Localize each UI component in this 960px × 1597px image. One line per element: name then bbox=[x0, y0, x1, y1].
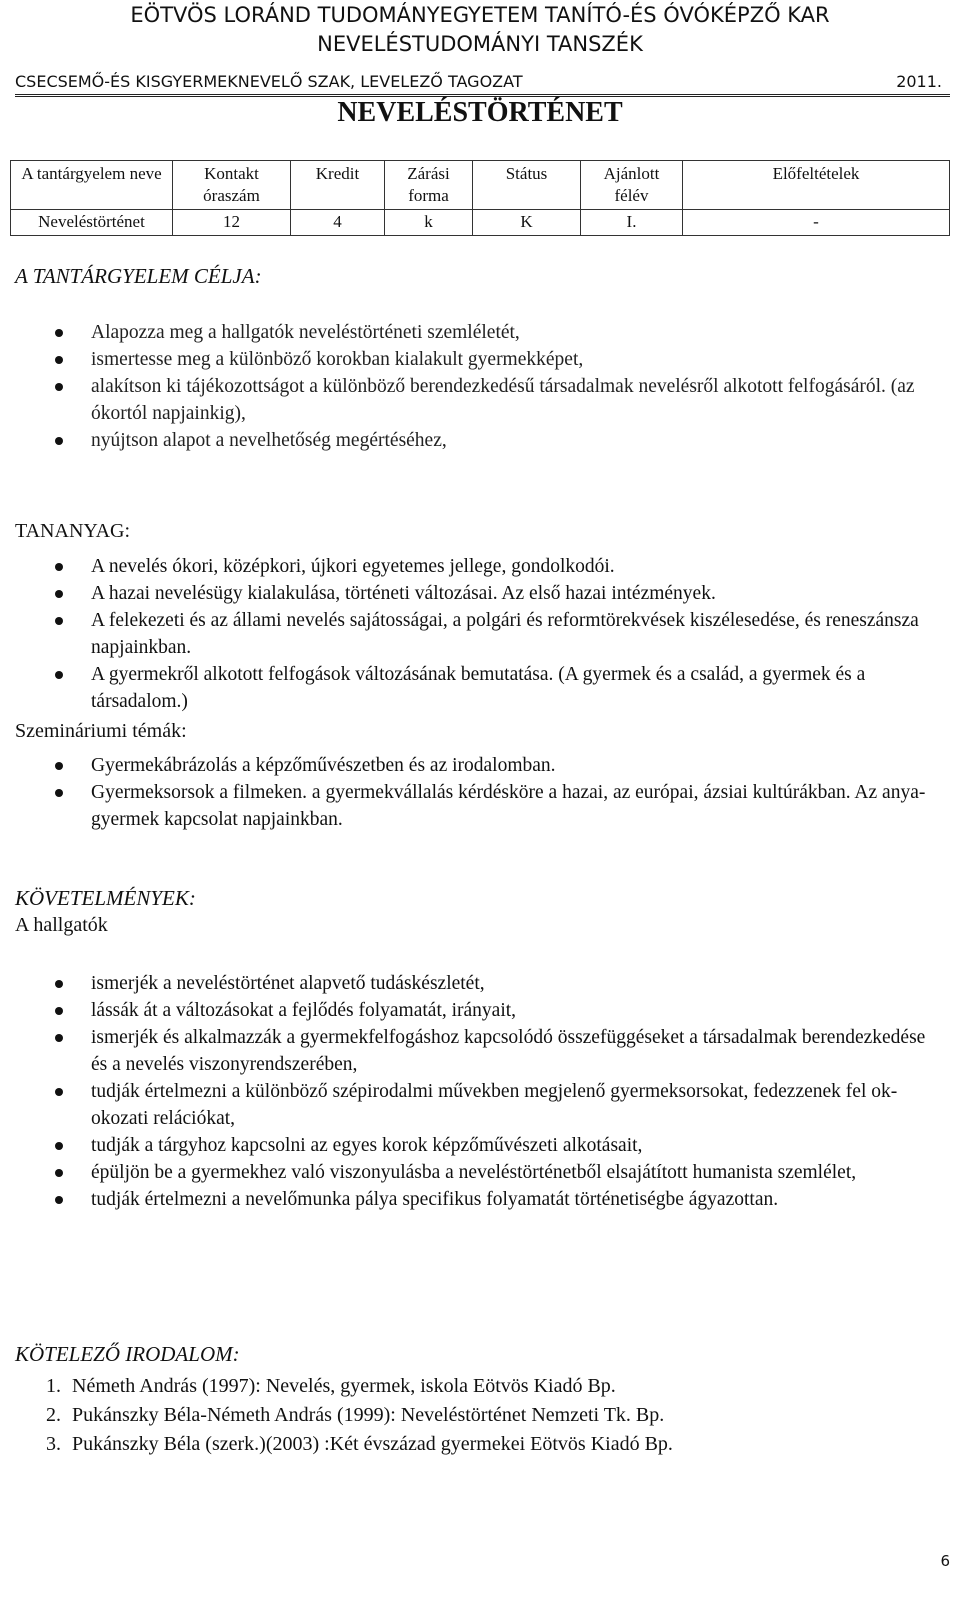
bullet-icon bbox=[55, 356, 63, 364]
table-header-row bbox=[11, 161, 950, 210]
table-header-cell: Kredit bbox=[291, 161, 385, 210]
bullet-icon bbox=[55, 980, 63, 988]
table-cell: 12 bbox=[173, 210, 291, 236]
list-item bbox=[0, 346, 960, 373]
bullet-icon bbox=[55, 789, 63, 797]
list-item-text: A felekezeti és az állami nevelés sajátosságai, a polgári és reformtörekvések kiszélesedése, és reneszánsza napjainkban. bbox=[91, 610, 919, 658]
list-item bbox=[0, 1132, 960, 1159]
table-header-cell: Előfeltételek bbox=[683, 161, 950, 210]
curriculum-list bbox=[0, 553, 960, 715]
table-header-cell: Zárási forma bbox=[385, 161, 473, 210]
list-item-text: ismertesse meg a különböző korokban kialakult gyermekképet, bbox=[91, 349, 584, 370]
list-item bbox=[0, 661, 960, 715]
goal-list bbox=[0, 319, 960, 454]
list-item-text: Alapozza meg a hallgatók neveléstörténeti szemléletét, bbox=[91, 322, 520, 343]
list-item bbox=[0, 997, 960, 1024]
seminar-list bbox=[0, 752, 960, 833]
list-item-text: tudják értelmezni a nevelőmunka pálya specifikus folyamatát történetiségbe ágyazottan. bbox=[91, 1189, 779, 1210]
requirements-heading: KÖVETELMÉNYEK: bbox=[15, 886, 196, 910]
table-cell: K bbox=[473, 210, 581, 236]
header-program: CSECSEMŐ-ÉS KISGYERMEKNEVELŐ SZAK, LEVELEZŐ TAGOZAT bbox=[15, 72, 523, 91]
requirements-intro: A hallgatók bbox=[15, 914, 108, 936]
bullet-icon bbox=[55, 383, 63, 391]
list-item-text: ismerjék a neveléstörténet alapvető tudáskészletét, bbox=[91, 973, 485, 994]
list-item-text: alakítson ki tájékozottságot a különböző berendezkedésű társadalmak nevelésről alkotott felfogásáról. (az ókortól napjainkig), bbox=[91, 376, 915, 424]
list-item bbox=[0, 1401, 960, 1430]
list-item-text: A hazai nevelésügy kialakulása, történeti változásai. Az első hazai intézmények. bbox=[91, 583, 716, 604]
table-header-cell: Kontakt óraszám bbox=[173, 161, 291, 210]
curriculum-heading: TANANYAG: bbox=[15, 520, 131, 542]
goal-heading: A TANTÁRGYELEM CÉLJA: bbox=[15, 264, 262, 288]
literature-heading: KÖTELEZŐ IRODALOM: bbox=[15, 1342, 240, 1366]
bullet-icon bbox=[55, 1169, 63, 1177]
requirements-list bbox=[0, 970, 960, 1213]
header-department: NEVELÉSTUDOMÁNYI TANSZÉK bbox=[317, 32, 643, 56]
list-item-text: tudják a tárgyhoz kapcsolni az egyes korok képzőművészeti alkotásait, bbox=[91, 1135, 643, 1156]
list-item-text: Gyermekábrázolás a képzőművészetben és az irodalomban. bbox=[91, 755, 556, 776]
table-header-cell: Státus bbox=[473, 161, 581, 210]
list-item bbox=[0, 970, 960, 997]
table-header-cell: Ajánlott félév bbox=[581, 161, 683, 210]
list-item bbox=[0, 752, 960, 779]
list-number: 2. bbox=[46, 1404, 61, 1426]
page-title: NEVELÉSTÖRTÉNET bbox=[337, 97, 623, 128]
bullet-icon bbox=[55, 1142, 63, 1150]
page-number: 6 bbox=[940, 1552, 950, 1570]
list-item bbox=[0, 427, 960, 454]
bullet-icon bbox=[55, 671, 63, 679]
bullet-icon bbox=[55, 590, 63, 598]
list-item bbox=[0, 1078, 960, 1132]
table-cell: 4 bbox=[291, 210, 385, 236]
table-cell: I. bbox=[581, 210, 683, 236]
table-header-cell: A tantárgyelem neve bbox=[11, 161, 173, 210]
list-item-text: ismerjék és alkalmazzák a gyermekfelfogáshoz kapcsolódó összefüggéseket a társadalmak berendezkedése és a nevelés viszonyrendszerében, bbox=[91, 1027, 926, 1075]
list-item-text: Pukánszky Béla (szerk.)(2003) :Két évszázad gyermekei Eötvös Kiadó Bp. bbox=[72, 1433, 673, 1455]
list-item bbox=[0, 1372, 960, 1401]
list-item bbox=[0, 779, 960, 833]
list-item bbox=[0, 1159, 960, 1186]
list-item-text: nyújtson alapot a nevelhetőség megértéséhez, bbox=[91, 430, 447, 451]
list-item bbox=[0, 580, 960, 607]
table-cell: k bbox=[385, 210, 473, 236]
list-item-text: A gyermekről alkotott felfogások változásának bemutatása. (A gyermek és a család, a gyermek és a társadalom.) bbox=[91, 664, 866, 712]
seminar-heading: Szemináriumi témák: bbox=[15, 720, 187, 742]
list-item bbox=[0, 553, 960, 580]
bullet-icon bbox=[55, 1007, 63, 1015]
header-institution: EÖTVÖS LORÁND TUDOMÁNYEGYETEM TANÍTÓ-ÉS ÓVÓKÉPZŐ KAR bbox=[130, 3, 830, 27]
table-cell: Neveléstörténet bbox=[11, 210, 173, 236]
list-item-text: Pukánszky Béla-Németh András (1999): Neveléstörténet Nemzeti Tk. Bp. bbox=[72, 1404, 665, 1426]
list-item bbox=[0, 1430, 960, 1459]
table-row bbox=[11, 210, 950, 236]
list-item bbox=[0, 373, 960, 427]
bullet-icon bbox=[55, 1196, 63, 1204]
bullet-icon bbox=[55, 617, 63, 625]
list-item-text: Németh András (1997): Nevelés, gyermek, iskola Eötvös Kiadó Bp. bbox=[72, 1375, 616, 1397]
list-number: 1. bbox=[46, 1375, 61, 1397]
bullet-icon bbox=[55, 437, 63, 445]
table-cell: - bbox=[683, 210, 950, 236]
list-item-text: épüljön be a gyermekhez való viszonyulásba a neveléstörténetből elsajátított humanista szemlélet, bbox=[91, 1162, 857, 1183]
bullet-icon bbox=[55, 563, 63, 571]
list-item-text: tudják értelmezni a különböző szépirodalmi művekben megjelenő gyermeksorsokat, fedezzenek fel ok-okozati relációkat, bbox=[91, 1081, 898, 1129]
list-item bbox=[0, 1024, 960, 1078]
list-item bbox=[0, 1186, 960, 1213]
list-item bbox=[0, 607, 960, 661]
course-table bbox=[10, 160, 950, 236]
list-item-text: A nevelés ókori, középkori, újkori egyetemes jellege, gondolkodói. bbox=[91, 556, 615, 577]
list-number: 3. bbox=[46, 1433, 61, 1455]
bullet-icon bbox=[55, 329, 63, 337]
literature-list bbox=[0, 1372, 960, 1459]
header-rule bbox=[15, 94, 950, 95]
bullet-icon bbox=[55, 1088, 63, 1096]
bullet-icon bbox=[55, 1034, 63, 1042]
list-item bbox=[0, 319, 960, 346]
list-item-text: Gyermeksorsok a filmeken. a gyermekvállalás kérdésköre a hazai, az európai, ázsiai kultúrákban. Az anya-gyermek kapcsolat napjainkban. bbox=[91, 782, 926, 830]
list-item-text: lássák át a változásokat a fejlődés folyamatát, irányait, bbox=[91, 1000, 517, 1021]
header-year: 2011. bbox=[896, 72, 942, 91]
bullet-icon bbox=[55, 762, 63, 770]
